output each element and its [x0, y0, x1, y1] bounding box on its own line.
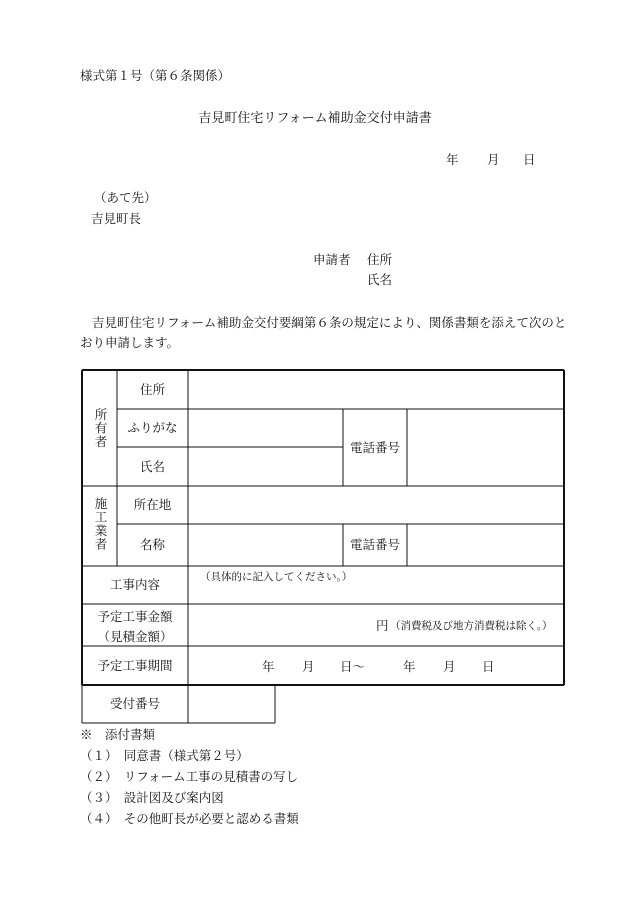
period-end-day: 日 — [482, 659, 495, 674]
owner-section-label: 所有者 — [93, 408, 108, 449]
contractor-name-label: 名称 — [139, 537, 165, 552]
period-end-year: 年 — [403, 659, 416, 674]
applicant-label: 申請者 — [313, 252, 351, 267]
period-start-year: 年 — [262, 659, 275, 674]
contractor-phone-label: 電話番号 — [349, 537, 400, 552]
date-day: 日 — [523, 152, 536, 167]
period-end-month: 月 — [443, 659, 456, 674]
amount-unit: 円 — [376, 618, 389, 633]
receipt-number-label: 受付番号 — [109, 696, 160, 711]
addressee-name: 吉見町長 — [91, 211, 142, 226]
contractor-section-label: 施工業者 — [93, 497, 108, 551]
work-content-label: 工事内容 — [109, 577, 160, 592]
work-content-hint: （具体的に記入してください。） — [200, 571, 353, 583]
contractor-location-label: 所在地 — [133, 497, 172, 512]
owner-address-label: 住所 — [139, 381, 165, 397]
owner-address-field[interactable] — [188, 370, 564, 409]
owner-phone-field[interactable] — [407, 409, 564, 486]
addressee-prefix: （あて先） — [94, 190, 157, 205]
applicant-address-label: 住所 — [367, 252, 393, 267]
contractor-location-field[interactable] — [188, 486, 564, 524]
owner-name-field[interactable] — [188, 447, 343, 486]
applicant-name-label: 氏名 — [367, 272, 393, 287]
period-field[interactable] — [188, 646, 564, 685]
contractor-phone-field[interactable] — [407, 524, 564, 566]
attachment-item: （２） リフォーム工事の見積書の写し — [80, 769, 299, 784]
attachment-item: （１） 同意書（様式第２号） — [80, 748, 249, 763]
date-month: 月 — [487, 152, 500, 167]
attachment-item: （４） その他町長が必要と認める書類 — [80, 811, 299, 826]
document-title: 吉見町住宅リフォーム補助金交付申請書 — [198, 111, 432, 126]
owner-phone-label: 電話番号 — [349, 439, 400, 455]
period-start-day: 日～ — [340, 659, 366, 674]
owner-furigana-field[interactable] — [188, 409, 343, 447]
attachments-heading: ※ 添付書類 — [80, 727, 156, 742]
contractor-name-field[interactable] — [188, 524, 343, 566]
date-year: 年 — [446, 152, 459, 167]
form-number: 様式第１号（第６条関係） — [80, 68, 231, 83]
period-label: 予定工事期間 — [97, 657, 173, 673]
owner-furigana-label: ふりがな — [127, 420, 178, 435]
amount-tax-note: （消費税及び地方消費税は除く。） — [390, 620, 553, 632]
attachments-list — [80, 724, 299, 829]
owner-name-label: 氏名 — [139, 458, 165, 474]
application-statement: 吉見町住宅リフォーム補助金交付要綱第６条の規定により、関係書類を添えて次のとおり申請します。 — [80, 315, 567, 350]
receipt-number-field[interactable] — [188, 685, 275, 723]
attachment-item: （３） 設計図及び案内図 — [80, 790, 224, 805]
amount-label: 予定工事金額 — [97, 609, 173, 624]
period-start-month: 月 — [302, 659, 315, 674]
amount-label-sub: （見積金額） — [97, 629, 173, 644]
